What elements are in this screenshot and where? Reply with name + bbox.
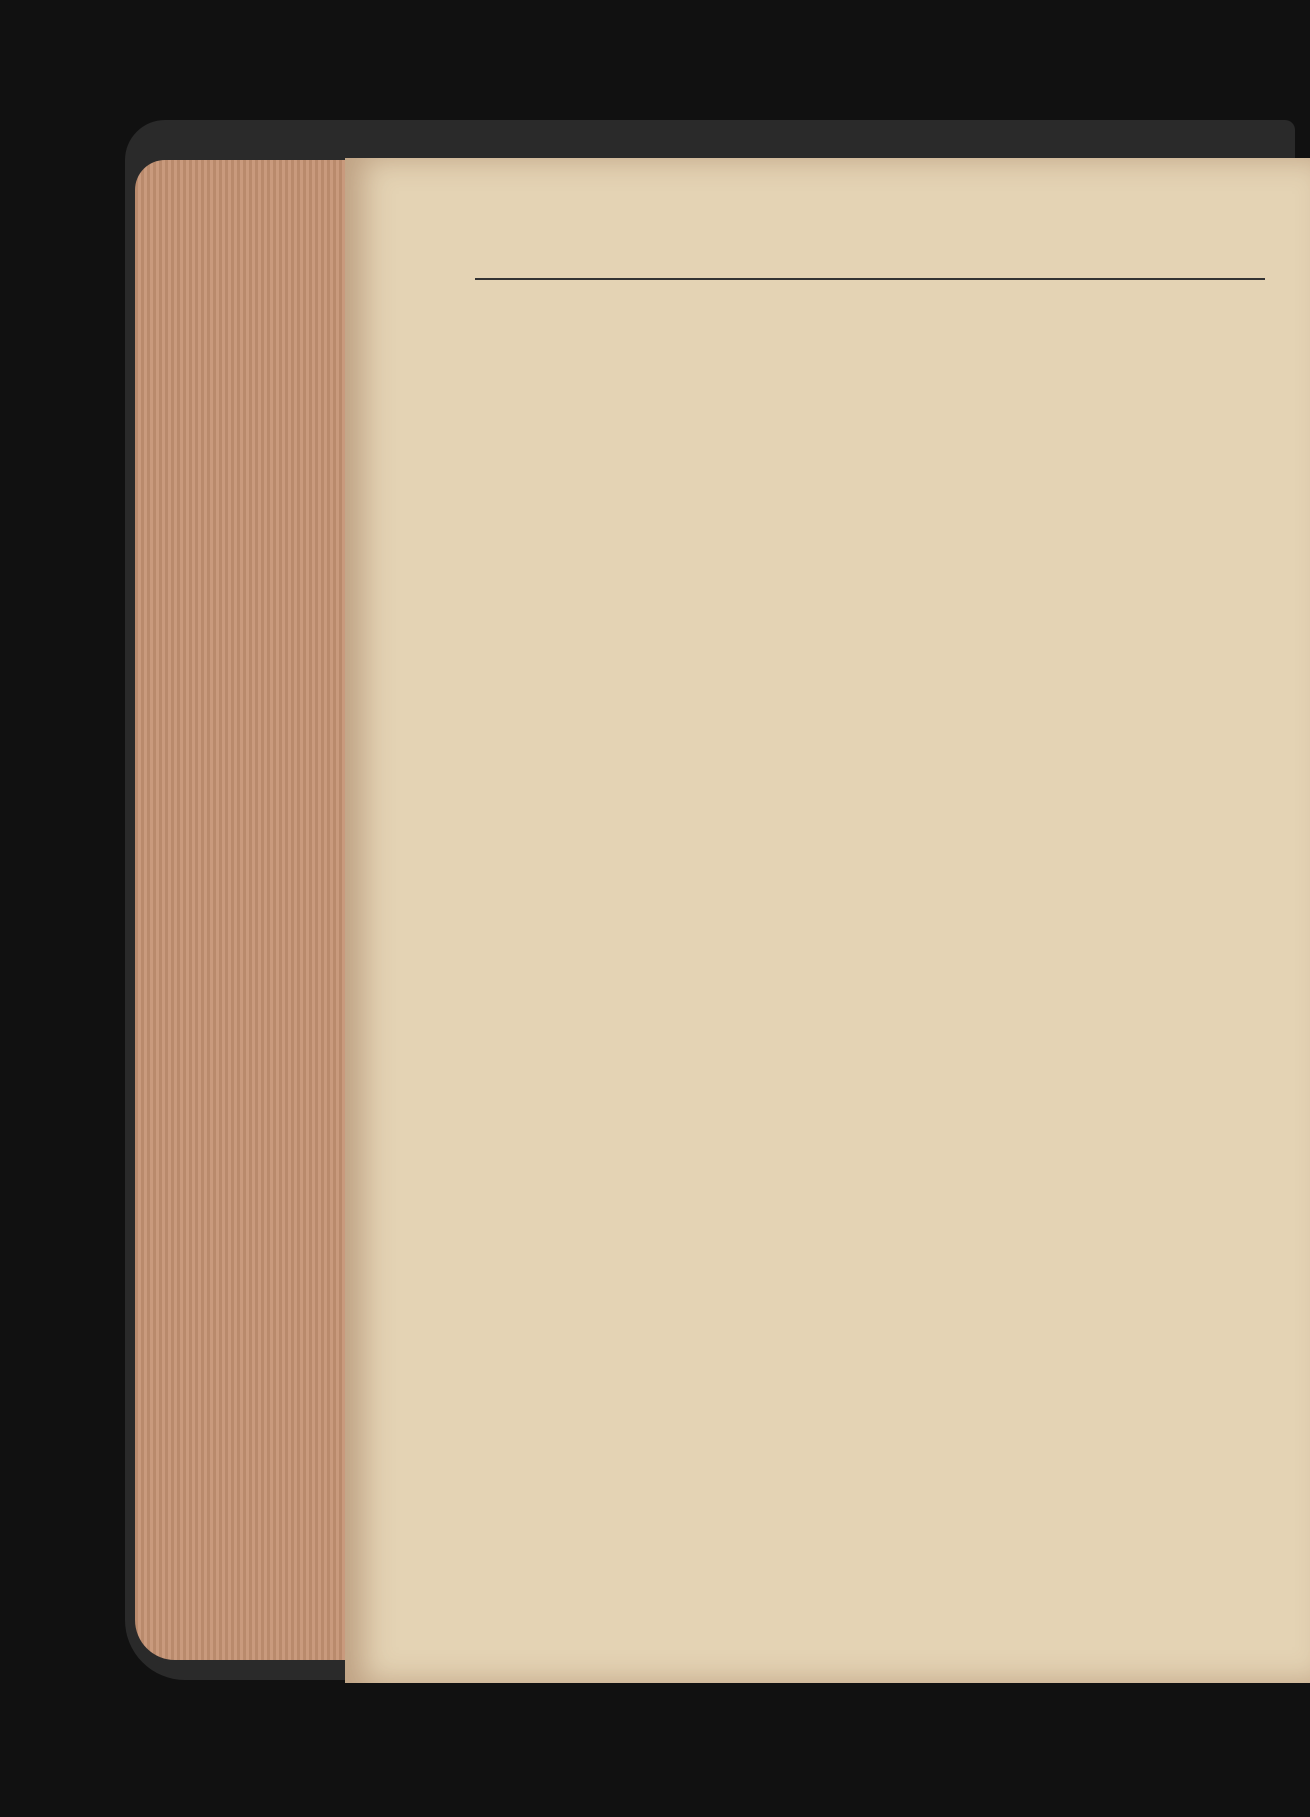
running-header (475, 238, 1265, 280)
part-heading (475, 370, 1275, 410)
page-edges (135, 160, 375, 1660)
part-title (475, 410, 1275, 466)
book-page (345, 158, 1310, 1683)
table-of-contents (475, 326, 1275, 466)
